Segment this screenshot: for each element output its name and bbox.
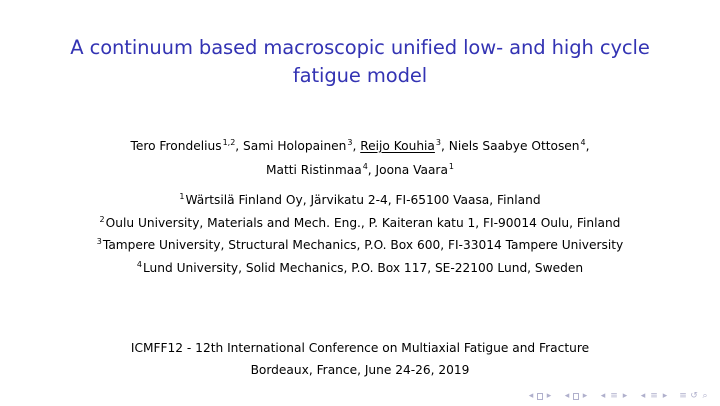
presenting-author-name: Reijo Kouhia xyxy=(360,139,435,153)
title-line-1: A continuum based macroscopic unified low- and high cycle xyxy=(70,36,650,59)
affiliation-number: 1 xyxy=(179,192,185,201)
author-affiliation-mark: 1,2 xyxy=(222,138,236,147)
subsection-nav-group xyxy=(562,390,590,402)
affiliation-text: Oulu University, Materials and Mech. Eng., P. Kaiteran katu 1, FI-90014 Oulu, Finland xyxy=(105,215,621,230)
next-subsection-icon[interactable]: ▸ xyxy=(582,391,588,401)
author-affiliation-mark: 3 xyxy=(435,138,441,147)
prev-subsection-icon[interactable]: ◂ xyxy=(564,391,570,401)
affiliation-number: 3 xyxy=(96,237,102,246)
affiliation-number: 4 xyxy=(136,259,142,269)
next-frame-icon[interactable]: ▸ xyxy=(546,391,552,401)
next-doc-icon[interactable]: ▸ xyxy=(662,391,668,401)
conference-info xyxy=(0,337,720,381)
author-name: Matti Ristinmaa xyxy=(265,163,362,177)
doc-marker-icon: ≡ xyxy=(650,391,658,401)
author-separator: , xyxy=(367,163,376,177)
affiliation-item xyxy=(0,258,720,281)
prev-doc-icon[interactable]: ◂ xyxy=(640,391,646,401)
align-icon[interactable]: ≡ xyxy=(679,391,687,401)
search-icon[interactable]: ⌕ xyxy=(702,391,708,401)
author-name: Tero Frondelius xyxy=(130,139,222,153)
affiliation-text: Wärtsilä Finland Oy, Järvikatu 2-4, FI-65100 Vaasa, Finland xyxy=(185,193,541,207)
conference-name: ICMFF12 - 12th International Conference on Multiaxial Fatigue and Fracture xyxy=(130,341,590,355)
title-line-2: fatigue model xyxy=(292,64,428,87)
author-affiliation-mark: 4 xyxy=(580,138,586,147)
author-separator: , xyxy=(441,139,449,153)
author-affiliation-mark: 1 xyxy=(448,162,455,171)
conference-location-date: Bordeaux, France, June 24-26, 2019 xyxy=(250,363,470,377)
frame-box-icon xyxy=(537,393,543,400)
author-name: Sami Holopainen xyxy=(243,139,347,153)
author-separator: , xyxy=(235,139,244,153)
author-separator: , xyxy=(585,139,590,153)
affiliation-list xyxy=(0,190,720,280)
frame-nav-group xyxy=(526,390,554,402)
undo-icon[interactable]: ↺ xyxy=(690,391,698,401)
author-list xyxy=(0,135,720,183)
next-section-icon[interactable]: ▸ xyxy=(622,391,628,401)
affiliation-item xyxy=(0,235,720,258)
author-line-1 xyxy=(0,135,720,159)
author-name: Joona Vaara xyxy=(375,163,448,177)
author-line-2 xyxy=(0,159,720,183)
subsection-box-icon xyxy=(573,393,579,400)
author-name: Niels Saabye Ottosen xyxy=(448,139,580,153)
section-marker-icon: ≡ xyxy=(610,391,618,401)
prev-section-icon[interactable]: ◂ xyxy=(600,391,606,401)
doc-nav-group xyxy=(638,390,670,402)
affiliation-number: 2 xyxy=(99,214,105,224)
beamer-navigation-bar xyxy=(522,390,710,402)
affiliation-text: Tampere University, Structural Mechanics, P.O. Box 600, FI-33014 Tampere University xyxy=(102,238,624,252)
affiliation-text: Lund University, Solid Mechanics, P.O. Box 117, SE-22100 Lund, Sweden xyxy=(142,260,584,275)
author-separator: , xyxy=(352,139,361,153)
section-nav-group xyxy=(598,390,630,402)
misc-nav-group xyxy=(678,390,710,402)
affiliation-item xyxy=(0,213,720,236)
author-affiliation-mark: 3 xyxy=(347,138,353,147)
first-frame-icon[interactable]: ◂ xyxy=(528,391,534,401)
affiliation-item xyxy=(0,190,720,213)
author-affiliation-mark: 4 xyxy=(362,162,368,171)
presentation-title xyxy=(0,34,720,90)
